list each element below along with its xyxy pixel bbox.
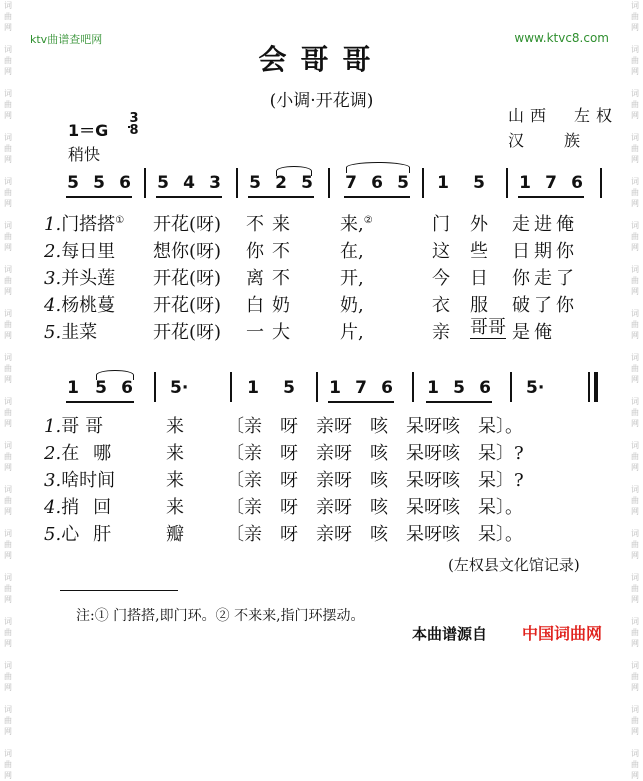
lyric-b: 来 (166, 470, 184, 491)
lyric-b: 来 (166, 416, 184, 437)
note: 6 (121, 378, 133, 398)
lyric-c: 不来 (246, 214, 298, 235)
note: 1 (67, 378, 79, 398)
lyric-a: 哥哥 (61, 416, 110, 437)
verse-line (44, 493, 125, 519)
note: 5 (249, 173, 261, 193)
note: 6 (479, 378, 491, 398)
song-subtitle: (小调·开花调) (269, 91, 374, 111)
note: 1 (437, 173, 449, 193)
lyric-d: 开, (340, 268, 364, 289)
verse-number: 2. (44, 241, 62, 262)
verse-number: 4. (44, 295, 62, 316)
verse-line (44, 264, 115, 290)
note: 5 (283, 378, 295, 398)
side-watermark-left: 词 曲 网 词 曲 网 词 曲 网 词 曲 网 词 曲 网 词 曲 网 词 曲 网 词 曲 网 词 曲 网 词 曲 网 词 曲 网 词 曲 网 词 曲 网 词 曲 网 词 曲 网 词 曲 网 词 曲 网 词 曲 网 (4, 1, 12, 780)
lyric-g: 破了你 (512, 295, 578, 316)
note: 5 (301, 173, 313, 193)
lyric-refrain: 〔亲 呀 亲呀 咳 呆呀咳 呆〕? (226, 470, 524, 491)
song-origin: 山西 左权 (508, 106, 619, 125)
note: 5· (170, 378, 189, 398)
verse-line (44, 466, 115, 492)
time-signature (128, 113, 140, 137)
verse-line (44, 291, 115, 317)
note: 5 (453, 378, 465, 398)
lyric-b: 开花(呀) (153, 214, 222, 235)
verse-line (44, 439, 125, 465)
lyric-a: 啥时间 (61, 470, 116, 491)
lyric-c: 白奶 (246, 295, 298, 316)
footnote-mark: ① (115, 215, 125, 226)
lyric-b: 想你(呀) (153, 241, 222, 262)
tempo-mark: 稍快 (68, 145, 101, 164)
time-sig-top: 3 (129, 111, 139, 126)
note: 5 (397, 173, 409, 193)
source-prefix: 本曲谱源自 (412, 625, 488, 643)
lyric-f: 哥哥 (470, 317, 506, 338)
lyric-a: 心肝 (61, 524, 126, 545)
verse-line (44, 520, 125, 546)
lyric-g: 走进俺 (512, 214, 578, 235)
verse-line (44, 210, 124, 236)
lyric-f: 日 (470, 268, 488, 289)
lyric-c: 一大 (246, 322, 298, 343)
lyric-a: 在哪 (61, 443, 126, 464)
key-signature: 1＝G (68, 121, 109, 140)
watermark-right: www.ktvc8.com (514, 31, 609, 45)
note: 5 (473, 173, 485, 193)
lyric-a: 门搭搭 (61, 214, 116, 235)
lyric-e: 今 (432, 268, 450, 289)
lyric-f: 服 (470, 295, 488, 316)
source-site: 中国词曲网 (522, 624, 603, 643)
verse-number: 1. (44, 416, 62, 437)
lyric-g: 是俺 (512, 322, 556, 343)
song-ethnicity: 汉族 (508, 131, 621, 150)
lyric-c: 你不 (246, 241, 298, 262)
lyric-f: 外 (470, 214, 488, 235)
lyric-g: 日期你 (512, 241, 578, 262)
lyric-g: 你走了 (512, 268, 578, 289)
note: 2 (275, 173, 287, 193)
lyric-e: 亲 (432, 322, 450, 343)
lyric-a: 韭菜 (61, 322, 98, 343)
note: 7 (355, 378, 367, 398)
lyric-a: 杨桃蔓 (61, 295, 116, 316)
note: 1 (427, 378, 439, 398)
note: 7 (345, 173, 357, 193)
note: 6 (381, 378, 393, 398)
note: 1 (247, 378, 259, 398)
verse-line (44, 412, 109, 438)
note: 5 (157, 173, 169, 193)
note: 5 (95, 378, 107, 398)
lyric-refrain: 〔亲 呀 亲呀 咳 呆呀咳 呆〕。 (226, 524, 523, 545)
lyric-d: 在, (340, 241, 364, 262)
song-title: 会哥哥 (258, 43, 385, 76)
lyric-a: 每日里 (61, 241, 116, 262)
lyric-f: 些 (470, 241, 488, 262)
note: 6 (371, 173, 383, 193)
verse-line (44, 318, 97, 344)
lyric-refrain: 〔亲 呀 亲呀 咳 呆呀咳 呆〕。 (226, 416, 523, 437)
footnote-mark: ② (363, 215, 373, 226)
lyric-b: 来 (166, 497, 184, 518)
lyric-b: 来 (166, 443, 184, 464)
lyric-a: 并头莲 (61, 268, 116, 289)
note: 5 (67, 173, 79, 193)
verse-number: 1. (44, 214, 62, 235)
lyric-b: 开花(呀) (153, 322, 222, 343)
note: 6 (119, 173, 131, 193)
note: 4 (183, 173, 195, 193)
side-watermark-right: 词 曲 网 词 曲 网 词 曲 网 词 曲 网 词 曲 网 词 曲 网 词 曲 网 词 曲 网 词 曲 网 词 曲 网 词 曲 网 词 曲 网 词 曲 网 词 曲 网 词 曲 网 词 曲 网 词 曲 网 词 曲 网 (631, 1, 639, 780)
lyric-e: 这 (432, 241, 450, 262)
lyric-a: 捎回 (61, 497, 126, 518)
lyric-e: 门 (432, 214, 450, 235)
verse-number: 4. (44, 497, 62, 518)
note: 1 (329, 378, 341, 398)
verse-line (44, 237, 115, 263)
note: 1 (519, 173, 531, 193)
note: 3 (209, 173, 221, 193)
lyric-d: 来,② (340, 214, 373, 235)
footnote-divider (60, 590, 178, 591)
lyric-b: 瓣 (166, 524, 184, 545)
lyric-b: 开花(呀) (153, 268, 222, 289)
lyric-c: 离不 (246, 268, 298, 289)
lyric-refrain: 〔亲 呀 亲呀 咳 呆呀咳 呆〕。 (226, 497, 523, 518)
verse-number: 5. (44, 322, 62, 343)
watermark-left: ktv曲谱查吧网 (30, 33, 103, 46)
credit-note: (左权县文化馆记录) (448, 556, 580, 574)
note: 5 (93, 173, 105, 193)
time-sig-bottom: 8 (129, 123, 139, 138)
lyric-refrain: 〔亲 呀 亲呀 咳 呆呀咳 呆〕? (226, 443, 524, 464)
footnote: 注:① 门搭搭,即门环。② 不来来,指门环摆动。 (76, 608, 365, 624)
lyric-d: 片, (340, 322, 364, 343)
verse-number: 5. (44, 524, 62, 545)
lyric-b: 开花(呀) (153, 295, 222, 316)
note: 7 (545, 173, 557, 193)
verse-number: 3. (44, 268, 62, 289)
lyric-e: 衣 (432, 295, 450, 316)
note: 5· (526, 378, 545, 398)
lyric-d: 奶, (340, 295, 364, 316)
verse-number: 2. (44, 443, 62, 464)
note: 6 (571, 173, 583, 193)
verse-number: 3. (44, 470, 62, 491)
